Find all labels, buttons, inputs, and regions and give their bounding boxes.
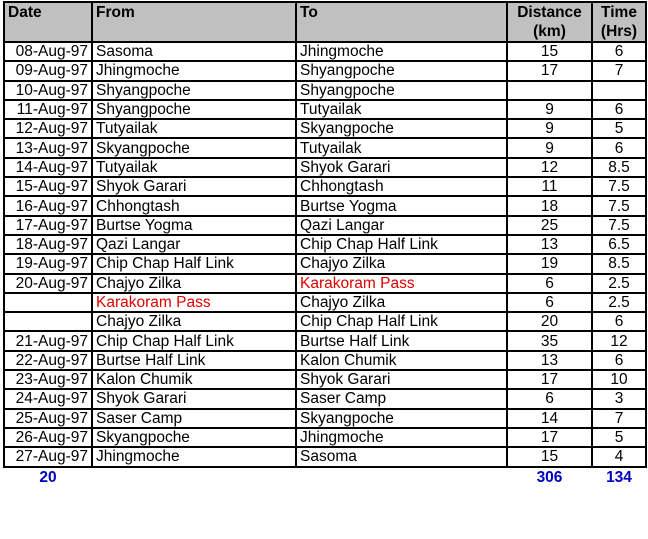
distance-cell: 13 <box>507 351 592 370</box>
date-cell: 21-Aug-97 <box>4 331 92 350</box>
from-cell: Chhongtash <box>92 196 296 215</box>
date-cell: 25-Aug-97 <box>4 409 92 428</box>
date-cell: 23-Aug-97 <box>4 370 92 389</box>
from-cell: Skyangpoche <box>92 138 296 157</box>
date-cell: 13-Aug-97 <box>4 138 92 157</box>
from-cell: Skyangpoche <box>92 428 296 447</box>
from-cell: Tutyailak <box>92 119 296 138</box>
from-cell: Shyok Garari <box>92 389 296 408</box>
header-distance <box>507 2 592 42</box>
total-days: 20 <box>39 469 57 487</box>
time-cell: 5 <box>592 119 646 138</box>
date-cell <box>4 293 92 312</box>
time-cell <box>592 81 646 100</box>
from-cell: Burtse Yogma <box>92 216 296 235</box>
total-distance: 306 <box>536 469 563 487</box>
from-cell: Saser Camp <box>92 409 296 428</box>
table-row <box>4 138 646 157</box>
date-cell: 18-Aug-97 <box>4 235 92 254</box>
to-cell: Sasoma <box>296 447 507 466</box>
table-row <box>4 409 646 428</box>
to-cell: Skyangpoche <box>296 119 507 138</box>
time-cell: 6 <box>592 138 646 157</box>
header-to: To <box>296 2 507 42</box>
to-cell: Shyangpoche <box>296 81 507 100</box>
from-cell: Shyok Garari <box>92 177 296 196</box>
to-cell: Chip Chap Half Link <box>296 235 507 254</box>
from-cell: Kalon Chumik <box>92 370 296 389</box>
to-cell: Qazi Langar <box>296 216 507 235</box>
distance-cell: 6 <box>507 389 592 408</box>
distance-cell: 13 <box>507 235 592 254</box>
from-cell: Chajyo Zilka <box>92 312 296 331</box>
distance-cell: 14 <box>507 409 592 428</box>
table-row <box>4 389 646 408</box>
distance-cell: 6 <box>507 293 592 312</box>
distance-cell: 9 <box>507 100 592 119</box>
distance-cell: 35 <box>507 331 592 350</box>
from-cell: Jhingmoche <box>92 61 296 80</box>
table-row <box>4 428 646 447</box>
distance-cell <box>507 81 592 100</box>
date-cell: 09-Aug-97 <box>4 61 92 80</box>
distance-cell: 19 <box>507 254 592 273</box>
table-row <box>4 42 646 61</box>
header-distance-unit: (km) <box>533 23 566 40</box>
table-row <box>4 312 646 331</box>
to-cell: Burtse Half Link <box>296 331 507 350</box>
header-distance-label: Distance <box>517 4 582 21</box>
time-cell: 6 <box>592 42 646 61</box>
date-cell: 22-Aug-97 <box>4 351 92 370</box>
time-cell: 12 <box>592 331 646 350</box>
distance-cell: 15 <box>507 447 592 466</box>
from-cell: Burtse Half Link <box>92 351 296 370</box>
total-spacer-from <box>92 467 296 488</box>
date-cell: 27-Aug-97 <box>4 447 92 466</box>
distance-cell: 17 <box>507 428 592 447</box>
header-time-label: Time <box>601 4 637 21</box>
to-cell: Jhingmoche <box>296 428 507 447</box>
time-cell: 7.5 <box>592 216 646 235</box>
to-cell: Shyok Garari <box>296 158 507 177</box>
from-cell: Jhingmoche <box>92 447 296 466</box>
table-row <box>4 351 646 370</box>
to-cell: Chajyo Zilka <box>296 293 507 312</box>
table-row <box>4 196 646 215</box>
totals-row <box>4 467 646 488</box>
time-cell: 7 <box>592 61 646 80</box>
date-cell: 26-Aug-97 <box>4 428 92 447</box>
to-cell: Saser Camp <box>296 389 507 408</box>
time-cell: 10 <box>592 370 646 389</box>
to-cell: Karakoram Pass <box>296 274 507 293</box>
table-row <box>4 235 646 254</box>
from-cell: Chajyo Zilka <box>92 274 296 293</box>
date-cell: 08-Aug-97 <box>4 42 92 61</box>
header-time-unit: (Hrs) <box>600 23 638 40</box>
distance-cell: 15 <box>507 42 592 61</box>
table-row <box>4 293 646 312</box>
header-time <box>592 2 646 42</box>
time-cell: 6 <box>592 351 646 370</box>
header-row <box>4 2 646 42</box>
table-row <box>4 274 646 293</box>
date-cell: 16-Aug-97 <box>4 196 92 215</box>
time-cell: 7 <box>592 409 646 428</box>
to-cell: Chajyo Zilka <box>296 254 507 273</box>
table-row <box>4 119 646 138</box>
table-row <box>4 216 646 235</box>
to-cell: Shyok Garari <box>296 370 507 389</box>
date-cell: 17-Aug-97 <box>4 216 92 235</box>
distance-cell: 9 <box>507 119 592 138</box>
table-row <box>4 100 646 119</box>
table-row <box>4 254 646 273</box>
time-cell: 6.5 <box>592 235 646 254</box>
table-row <box>4 370 646 389</box>
table-row <box>4 177 646 196</box>
time-cell: 2.5 <box>592 293 646 312</box>
header-from: From <box>92 2 296 42</box>
from-cell: Sasoma <box>92 42 296 61</box>
time-cell: 6 <box>592 312 646 331</box>
to-cell: Jhingmoche <box>296 42 507 61</box>
itinerary-body <box>4 42 646 467</box>
to-cell: Chip Chap Half Link <box>296 312 507 331</box>
time-cell: 7.5 <box>592 177 646 196</box>
table-row <box>4 81 646 100</box>
distance-cell: 25 <box>507 216 592 235</box>
date-cell: 24-Aug-97 <box>4 389 92 408</box>
from-cell: Shyangpoche <box>92 100 296 119</box>
date-cell <box>4 312 92 331</box>
table-row <box>4 158 646 177</box>
date-cell: 15-Aug-97 <box>4 177 92 196</box>
time-cell: 5 <box>592 428 646 447</box>
distance-cell: 12 <box>507 158 592 177</box>
from-cell: Chip Chap Half Link <box>92 254 296 273</box>
distance-cell: 9 <box>507 138 592 157</box>
date-cell: 12-Aug-97 <box>4 119 92 138</box>
time-cell: 3 <box>592 389 646 408</box>
time-cell: 4 <box>592 447 646 466</box>
from-cell: Shyangpoche <box>92 81 296 100</box>
time-cell: 8.5 <box>592 254 646 273</box>
table-row <box>4 447 646 466</box>
time-cell: 6 <box>592 100 646 119</box>
date-cell: 14-Aug-97 <box>4 158 92 177</box>
distance-cell: 6 <box>507 274 592 293</box>
distance-cell: 17 <box>507 370 592 389</box>
time-cell: 7.5 <box>592 196 646 215</box>
date-cell: 10-Aug-97 <box>4 81 92 100</box>
from-cell: Chip Chap Half Link <box>92 331 296 350</box>
from-cell: Karakoram Pass <box>92 293 296 312</box>
to-cell: Kalon Chumik <box>296 351 507 370</box>
table-row <box>4 61 646 80</box>
date-cell: 20-Aug-97 <box>4 274 92 293</box>
distance-cell: 18 <box>507 196 592 215</box>
time-cell: 8.5 <box>592 158 646 177</box>
from-cell: Qazi Langar <box>92 235 296 254</box>
itinerary-table <box>3 1 647 488</box>
to-cell: Tutyailak <box>296 138 507 157</box>
to-cell: Chhongtash <box>296 177 507 196</box>
from-cell: Tutyailak <box>92 158 296 177</box>
to-cell: Tutyailak <box>296 100 507 119</box>
header-date: Date <box>4 2 92 42</box>
distance-cell: 11 <box>507 177 592 196</box>
distance-cell: 17 <box>507 61 592 80</box>
time-cell: 2.5 <box>592 274 646 293</box>
table-row <box>4 331 646 350</box>
to-cell: Shyangpoche <box>296 61 507 80</box>
date-cell: 19-Aug-97 <box>4 254 92 273</box>
distance-cell: 20 <box>507 312 592 331</box>
to-cell: Skyangpoche <box>296 409 507 428</box>
total-time: 134 <box>606 469 632 487</box>
total-spacer-to <box>296 467 507 488</box>
date-cell: 11-Aug-97 <box>4 100 92 119</box>
to-cell: Burtse Yogma <box>296 196 507 215</box>
